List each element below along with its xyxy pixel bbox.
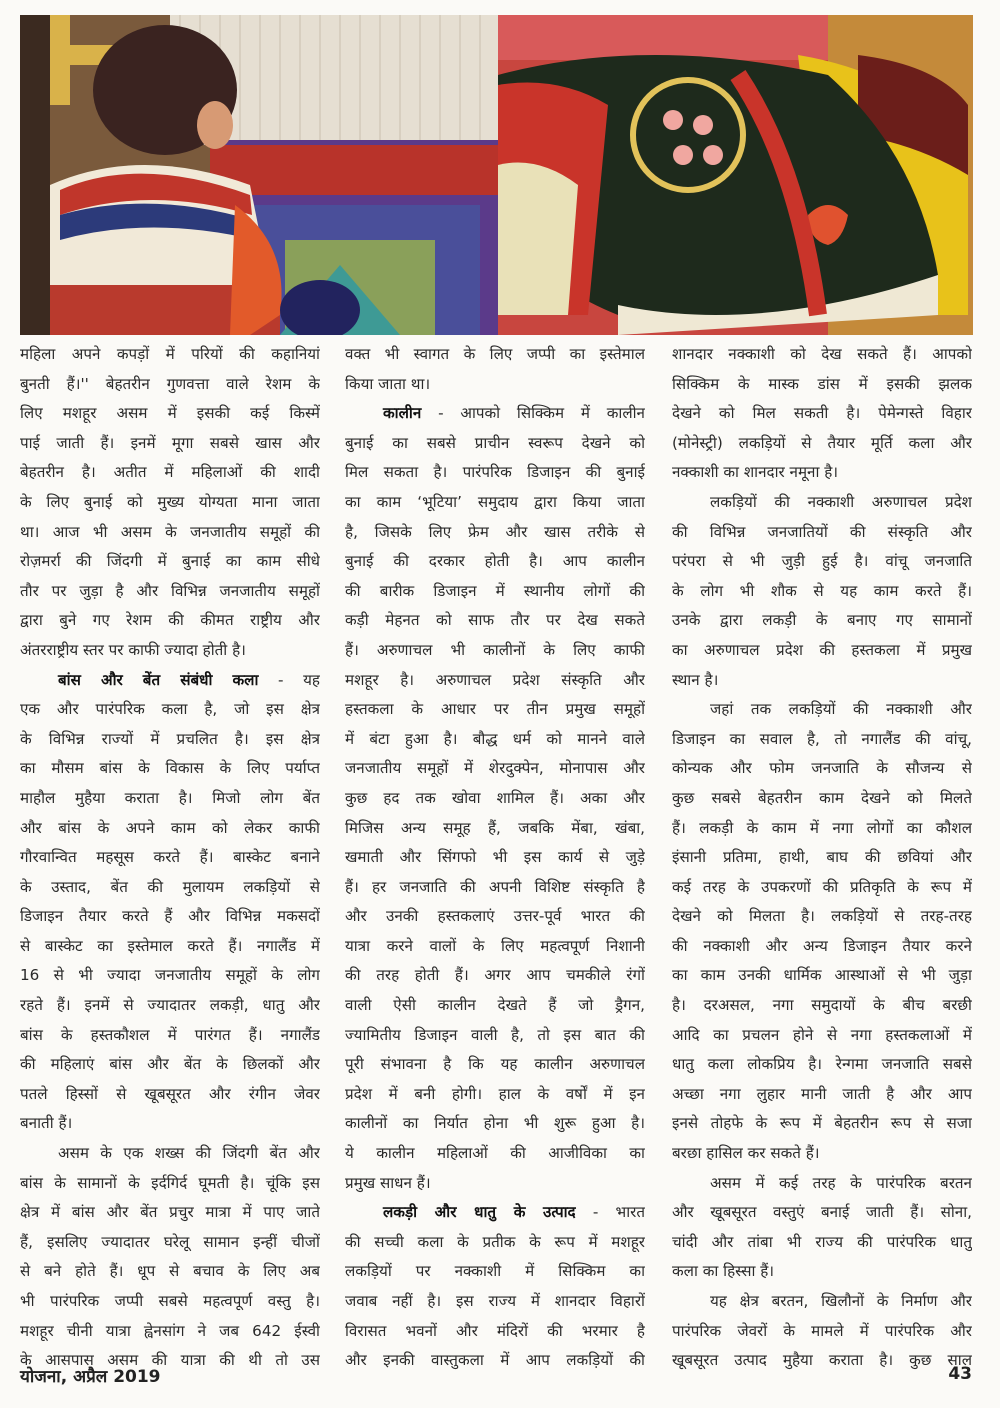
line-text: हैं। अरुणाचल भी कालीनों के लिए काफी — [345, 640, 645, 659]
text-line — [672, 1139, 972, 1169]
text-line — [20, 1139, 320, 1169]
text-line — [345, 873, 645, 903]
section-heading: बांस और बेंत संबंधी कला — [58, 670, 259, 689]
line-text: बांस के हस्तकौशल में पारंगत हैं। नगालैंड — [20, 1025, 320, 1044]
text-line — [20, 488, 320, 518]
text-line — [672, 1169, 972, 1199]
line-text: बुनती हैं।'' बेहतरीन गुणवत्ता वाले रेशम के — [20, 374, 320, 393]
text-line — [345, 843, 645, 873]
text-line — [20, 1021, 320, 1051]
text-line — [20, 961, 320, 991]
text-line — [672, 843, 972, 873]
line-text: भी पारंपरिक जप्पी सबसे महत्वपूर्ण वस्तु है। — [20, 1292, 320, 1310]
line-text: कोन्यक और फोम जनजाति के सौजन्य से — [672, 759, 972, 778]
line-text: की तरह होती हैं। अगर आप चमकीले रंगों — [345, 966, 645, 985]
text-line — [345, 370, 645, 400]
text-line — [345, 1228, 645, 1258]
line-text: मशहूर चीनी यात्रा ह्वेनसांग ने जब 642 ईस्वी — [20, 1321, 320, 1340]
line-text: पूरी संभावना है कि यह कालीन अरुणाचल — [345, 1055, 645, 1074]
line-text: हैं, इसलिए ज्यादातर घरेलू सामान इन्हीं चीजों — [20, 1232, 320, 1251]
line-text: की बारीक डिजाइन में स्थानीय लोगों की — [345, 581, 645, 600]
line-text: पाई जाती हैं। इनमें मूगा सबसे खास और — [20, 433, 320, 452]
line-text: जवाब नहीं है। इस राज्य में शानदार विहारों — [345, 1292, 645, 1310]
text-line — [20, 843, 320, 873]
line-text: की सच्ची कला के प्रतीक के रूप में मशहूर — [345, 1232, 645, 1251]
line-text: यह क्षेत्र बरतन, खिलौनों के निर्माण और — [710, 1292, 972, 1310]
line-text: कई तरह के उपकरणों की प्रतिकृति के रूप में — [672, 877, 972, 896]
line-text: धातु कला लोकप्रिय है। रेन्गमा जनजाति सबसे — [672, 1055, 972, 1074]
text-line — [672, 606, 972, 636]
line-text: कालीनों का निर्यात होना भी शुरू हुआ है। — [345, 1114, 645, 1133]
text-line — [20, 1257, 320, 1287]
line-text: रहते हैं। इनमें से ज्यादातर लकड़ी, धातु और — [20, 996, 320, 1015]
line-text: हैं। हर जनजाति की अपनी विशिष्ट संस्कृति है — [345, 877, 645, 896]
line-text: इंसानी प्रतिमा, हाथी, बाघ की छवियां और — [672, 848, 972, 867]
line-text: द्वारा बुने गए रेशम की कीमत राष्ट्रीय और — [20, 611, 320, 630]
text-line — [345, 1139, 645, 1169]
text-line — [345, 577, 645, 607]
line-text: और बांस के अपने काम को लेकर काफी — [20, 818, 320, 837]
line-text: मिजिस अन्य समूह हैं, जबकि मेंबा, खंबा, — [345, 818, 645, 837]
text-line — [20, 1050, 320, 1080]
line-text: लकड़ियों की नक्काशी अरुणाचल प्रदेश — [710, 492, 972, 511]
text-line — [20, 606, 320, 636]
text-line — [672, 1021, 972, 1051]
text-line — [20, 547, 320, 577]
line-text: - आपको सिक्किम में कालीन — [421, 404, 645, 423]
line-text: अच्छा नगा लुहार मानी जाती है और आप — [672, 1084, 972, 1103]
line-text: का मौसम बांस के विकास के लिए पर्याप्त — [20, 759, 320, 778]
line-text: के आसपास असम की यात्रा की थी तो उस — [20, 1351, 320, 1370]
line-text: महिला अपने कपड़ों में परियों की कहानियां — [20, 345, 320, 363]
text-line — [20, 458, 320, 488]
line-text: है। दरअसल, नगा समुदायों के बीच बरछी — [672, 996, 972, 1015]
line-text: सिक्किम के मास्क डांस में इसकी झलक — [672, 374, 972, 393]
section-heading: लकड़ी और धातु के उत्पाद — [383, 1203, 576, 1222]
line-text: के लिए बुनाई को मुख्य योग्यता माना जाता — [20, 492, 320, 511]
text-line — [345, 458, 645, 488]
photo-weaver-at-loom — [20, 15, 498, 335]
line-text: हैं। लकड़ी के काम में नगा लोगों का कौशल — [672, 818, 972, 837]
text-line — [672, 1346, 972, 1376]
photo-draped-carpets — [498, 15, 973, 335]
text-line — [345, 814, 645, 844]
text-line — [345, 1109, 645, 1139]
line-text: स्थान है। — [672, 670, 719, 689]
text-line — [672, 666, 972, 696]
line-text: जनजातीय समूहों में शेरदुक्पेन, मोनापास और — [345, 759, 645, 778]
text-line — [672, 1198, 972, 1228]
text-line — [672, 695, 972, 725]
text-line — [20, 1169, 320, 1199]
line-text: अंतरराष्ट्रीय स्तर पर काफी ज्यादा होती है। — [20, 640, 246, 659]
text-line — [345, 1021, 645, 1051]
text-line — [672, 1287, 972, 1317]
line-text: देखने को मिल सकती है। पेमेन्गस्ते विहार — [672, 404, 972, 423]
line-text: मशहूर है। अरुणाचल प्रदेश संस्कृति और — [345, 670, 645, 689]
text-line — [345, 695, 645, 725]
line-text: आदि का प्रचलन होने से नगा हस्तकलाओं में — [672, 1025, 972, 1044]
text-line — [20, 577, 320, 607]
text-line — [345, 399, 645, 429]
line-text: में बंटा हुआ है। बौद्ध धर्म को मानने वाले — [345, 729, 645, 748]
line-text: तौर पर जुड़ा है और विभिन्न जनजातीय समूहों — [20, 581, 320, 600]
text-column-2 — [345, 340, 645, 1376]
line-text: कुछ हद तक खोवा शामिल हैं। अका और — [345, 788, 645, 807]
line-text: परंपरा से भी जुड़ी हुई है। वांचू जनजाति — [672, 552, 972, 571]
line-text: जहां तक लकड़ियों की नक्काशी और — [710, 700, 972, 719]
text-line — [672, 1080, 972, 1110]
text-line — [672, 577, 972, 607]
line-text: मिल सकता है। पारंपरिक डिजाइन की बुनाई — [345, 463, 645, 482]
text-line — [672, 370, 972, 400]
text-line — [345, 488, 645, 518]
text-line — [345, 1080, 645, 1110]
text-line — [672, 902, 972, 932]
text-line — [20, 754, 320, 784]
text-column-3 — [672, 340, 972, 1376]
text-line — [345, 429, 645, 459]
text-line — [672, 429, 972, 459]
text-line — [20, 636, 320, 666]
text-line — [20, 1080, 320, 1110]
text-line — [345, 666, 645, 696]
text-line — [20, 370, 320, 400]
text-line — [672, 725, 972, 755]
line-text: बरछा हासिल कर सकते हैं। — [672, 1144, 820, 1163]
text-line — [672, 1050, 972, 1080]
text-line — [672, 1228, 972, 1258]
text-line — [345, 754, 645, 784]
text-line — [672, 932, 972, 962]
line-text: खूबसूरत उत्पाद मुहैया कराता है। कुछ साल — [672, 1351, 972, 1370]
line-text: बनाती हैं। — [20, 1114, 73, 1133]
text-line — [345, 606, 645, 636]
line-text: (मोनेस्ट्री) लकड़ियों से तैयार मूर्ति कला और — [672, 433, 972, 452]
line-text: हस्तकला के आधार पर तीन प्रमुख समूहों — [345, 700, 645, 719]
line-text: कुछ सबसे बेहतरीन काम देखने को मिलते — [672, 788, 972, 807]
line-text: के उस्ताद, बेंत की मुलायम लकड़ियों से — [20, 877, 320, 896]
line-text: है, जिसके लिए फ्रेम और खास तरीके से — [345, 522, 645, 541]
text-line — [672, 754, 972, 784]
line-text: का काम उनकी धार्मिक आस्थाओं से भी जुड़ा — [672, 966, 972, 985]
line-text: इनसे तोहफे के रूप में बेहतरीन रूप से सजा — [672, 1114, 972, 1133]
line-text: और खूबसूरत वस्तुएं बनाई जाती हैं। सोना, — [672, 1203, 972, 1222]
line-text: बुनाई की दरकार होती है। आप कालीन — [345, 552, 645, 571]
text-line — [20, 518, 320, 548]
text-line — [672, 1317, 972, 1347]
text-line — [20, 991, 320, 1021]
text-line — [672, 873, 972, 903]
line-text: उनके द्वारा लकड़ी के बनाए गए सामानों — [672, 611, 972, 630]
line-text: - भारत — [575, 1203, 645, 1222]
line-text: से बास्केट का इस्तेमाल करते हैं। नगालैंड में — [20, 936, 320, 955]
line-text: एक और पारंपरिक कला है, जो इस क्षेत्र — [20, 700, 320, 719]
line-text: प्रमुख साधन हैं। — [345, 1173, 431, 1192]
text-line — [345, 1050, 645, 1080]
text-line — [20, 784, 320, 814]
text-line — [345, 1198, 645, 1228]
text-line — [345, 902, 645, 932]
text-line — [20, 695, 320, 725]
text-line — [20, 873, 320, 903]
line-text: से बने होते हैं। धूप से बचाव के लिए अब — [20, 1262, 320, 1281]
line-text: बांस के सामानों के इर्दगिर्द घूमती है। चूंकि इस — [20, 1173, 320, 1192]
line-text: की महिलाएं बांस और बेंत के छिलकों और — [20, 1055, 320, 1074]
text-line — [345, 340, 645, 370]
text-line — [20, 1317, 320, 1347]
text-line — [672, 399, 972, 429]
line-text: माहौल मुहैया कराता है। मिजो लोग बेंत — [20, 788, 320, 807]
line-text: की नक्काशी और अन्य डिजाइन तैयार करने — [672, 936, 972, 955]
text-column-1 — [20, 340, 320, 1376]
line-text: बेहतरीन है। अतीत में महिलाओं की शादी — [20, 463, 320, 482]
text-line — [20, 429, 320, 459]
text-line — [20, 1198, 320, 1228]
line-text: असम के एक शख्स की जिंदगी बेंत और — [58, 1144, 320, 1163]
line-text: रोज़मर्रा की जिंदगी में बुनाई का काम सीधे — [20, 552, 320, 571]
line-text: पतले हिस्सों से खूबसूरत और रंगीन जेवर — [20, 1084, 320, 1103]
text-line — [345, 991, 645, 1021]
line-text: का काम ‘भूटिया’ समुदाय द्वारा किया जाता — [345, 492, 645, 511]
text-line — [672, 636, 972, 666]
line-text: वाली ऐसी कालीन देखते हैं जो ड्रैगन, — [345, 996, 645, 1015]
line-text: था। आज भी असम के जनजातीय समूहों की — [20, 522, 320, 541]
line-text: देखने को मिलता है। लकड़ियों से तरह-तरह — [672, 907, 972, 926]
text-line — [20, 1228, 320, 1258]
line-text: विरासत भवनों और मंदिरों की भरमार है — [345, 1321, 645, 1340]
text-line — [345, 932, 645, 962]
line-text: के लोग भी शौक से यह काम करते हैं। — [672, 581, 972, 600]
text-line — [672, 547, 972, 577]
line-text: ये कालीन महिलाओं की आजीविका का — [345, 1144, 645, 1163]
text-line — [345, 547, 645, 577]
text-line — [345, 1346, 645, 1376]
line-text: लकड़ियों पर नक्काशी में सिक्किम का — [345, 1262, 645, 1281]
text-line — [345, 725, 645, 755]
text-line — [345, 1287, 645, 1317]
text-line — [345, 961, 645, 991]
text-line — [345, 1257, 645, 1287]
line-text: वक्त भी स्वागत के लिए जप्पी का इस्तेमाल — [345, 345, 645, 363]
line-text: क्षेत्र में बांस और बेंत प्रचुर मात्रा में पाए जाते — [20, 1203, 320, 1222]
text-line — [20, 1109, 320, 1139]
text-line — [20, 725, 320, 755]
page-number: 43 — [948, 1364, 972, 1384]
section-heading: कालीन — [383, 404, 422, 423]
line-text: गौरवान्वित महसूस करते हैं। बास्केट बनाने — [20, 848, 320, 867]
line-text: का अरुणाचल प्रदेश की हस्तकला में प्रमुख — [672, 640, 972, 659]
line-text: और इनकी वास्तुकला में आप लकड़ियों की — [345, 1351, 645, 1370]
line-text: की विभिन्न जनजातियों की संस्कृति और — [672, 522, 972, 541]
line-text: और उनकी हस्तकलाएं उत्तर-पूर्व भारत की — [345, 907, 645, 926]
text-line — [20, 814, 320, 844]
line-text: डिजाइन का सवाल है, तो नगालैंड की वांचू, — [672, 729, 972, 748]
line-text: शानदार नक्काशी को देख सकते हैं। आपको — [672, 345, 972, 363]
line-text: के विभिन्न राज्यों में प्रचलित है। इस क्षेत्र — [20, 729, 320, 748]
text-line — [345, 636, 645, 666]
line-text: असम में कई तरह के पारंपरिक बरतन — [710, 1173, 972, 1192]
text-line — [20, 1287, 320, 1317]
text-line — [345, 1169, 645, 1199]
line-text: डिजाइन तैयार करते हैं और विभिन्न मकसदों — [20, 907, 320, 926]
text-line — [672, 1257, 972, 1287]
text-line — [672, 784, 972, 814]
text-line — [20, 399, 320, 429]
line-text: किया जाता था। — [345, 374, 431, 393]
publication-footer: योजना, अप्रैल 2019 — [20, 1367, 161, 1387]
text-line — [20, 932, 320, 962]
line-text: लिए मशहूर असम में इसकी कई किस्में — [20, 404, 320, 423]
line-text: बुनाई का सबसे प्राचीन स्वरूप देखने को — [345, 433, 645, 452]
text-line — [672, 458, 972, 488]
text-line — [20, 902, 320, 932]
line-text: कला का हिस्सा हैं। — [672, 1262, 775, 1281]
line-text: चांदी और तांबा भी राज्य की पारंपरिक धातु — [672, 1232, 972, 1251]
line-text: ज्यामितीय डिजाइन वाली है, तो इस बात की — [345, 1025, 645, 1044]
text-line — [672, 340, 972, 370]
text-line — [20, 666, 320, 696]
line-text: नक्काशी का शानदार नमूना है। — [672, 463, 839, 482]
text-line — [345, 1317, 645, 1347]
line-text: खमाती और सिंगफो भी इस कार्य से जुड़े — [345, 848, 645, 867]
text-line — [20, 340, 320, 370]
line-text: कड़ी मेहनत को साफ तौर पर देख सकते — [345, 611, 645, 630]
text-line — [672, 961, 972, 991]
text-line — [345, 784, 645, 814]
line-text: यात्रा करने वालों के लिए महत्वपूर्ण निशानी — [345, 936, 645, 955]
text-line — [672, 991, 972, 1021]
text-line — [672, 488, 972, 518]
text-line — [672, 814, 972, 844]
text-line — [345, 518, 645, 548]
line-text: पारंपरिक जेवरों के मामले में पारंपरिक और — [672, 1321, 972, 1340]
text-line — [672, 518, 972, 548]
line-text: - यह — [258, 670, 320, 689]
text-line — [672, 1109, 972, 1139]
line-text: प्रदेश में बनी होगी। हाल के वर्षों में इन — [345, 1084, 645, 1103]
line-text: 16 से भी ज्यादा जनजातीय समूहों के लोग — [20, 966, 320, 985]
